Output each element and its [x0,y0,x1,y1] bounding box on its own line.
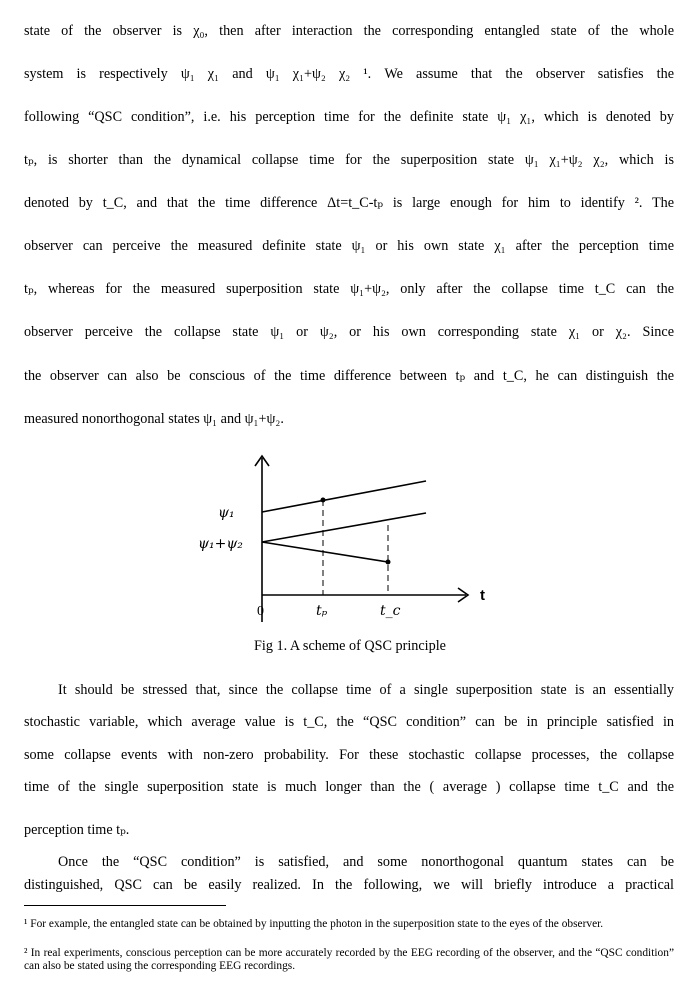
footnote-2: ² In real experiments, conscious perception can be more accurately recorded by the EEG recording of the observer, and the “QSC condition” can also be stated using the corresponding EEG recordings. [24,947,674,972]
footnote-1: ¹ For example, the entangled state can be obtained by inputting the photon in the superposition state to the eyes of the observer. [24,918,604,930]
superposition-upper-line [262,513,426,542]
text-line: measured nonorthogonal states ψ₁ and ψ₁+ψ₂. [24,411,284,427]
qsc-figure [196,450,496,630]
text-line: It should be stressed that, since the collapse time of a single superposition state is an essentially [58,682,674,698]
text-line: state of the observer is χ₀, then after interaction the corresponding entangled state of the whole [24,23,674,39]
tp-point [321,498,326,503]
text-line: observer can perceive the measured definite state ψ₁ or his own state χ₁ after the perception time [24,238,674,254]
text-line: time of the single superposition state is much longer than the ( average ) collapse time t_C and the [24,779,674,795]
label-psi1: ψ₁ [218,505,235,521]
text-line: tₚ, is shorter than the dynamical collapse time for the superposition state ψ₁ χ₁+ψ₂ χ₂, which is [24,152,674,168]
text-line: observer perceive the collapse state ψ₁ or ψ₂, or his own corresponding state χ₁ or χ₂. Since [24,324,674,340]
footnote-rule [24,905,226,906]
label-tp: tₚ [316,603,328,619]
text-line: distinguished, QSC can be easily realized. In the following, we will briefly introduce a practical [24,877,674,893]
label-t: t [480,587,485,604]
text-line: tₚ, whereas for the measured superposition state ψ₁+ψ₂, only after the collapse time t_C can the [24,281,674,297]
text-line: some collapse events with non-zero probability. For these stochastic collapse processes, the collapse [24,747,674,763]
figure-caption: Fig 1. A scheme of QSC principle [254,638,446,654]
text-line: system is respectively ψ₁ χ₁ and ψ₁ χ₁+ψ₂ χ₂ ¹. We assume that the observer satisfies the [24,66,674,82]
label-tc: t_c [380,603,401,619]
psi1-line [262,481,426,512]
text-line: Once the “QSC condition” is satisfied, and some nonorthogonal quantum states can be [58,854,674,870]
text-line: following “QSC condition”, i.e. his perception time for the definite state ψ₁ χ₁, which is denoted by [24,109,674,125]
text-line: the observer can also be conscious of the time difference between tₚ and t_C, he can distinguish the [24,368,674,384]
tc-point [386,560,391,565]
label-superposition: ψ₁+ψ₂ [198,536,243,552]
label-origin: 0 [257,604,264,619]
superposition-collapse-line [262,542,388,562]
text-line: denoted by t_C, and that the time difference Δt=t_C-tₚ is large enough for him to identify ². The [24,195,674,211]
text-line: stochastic variable, which average value is t_C, the “QSC condition” can be in principle satisfied in [24,714,674,730]
text-line: perception time tₚ. [24,822,130,838]
